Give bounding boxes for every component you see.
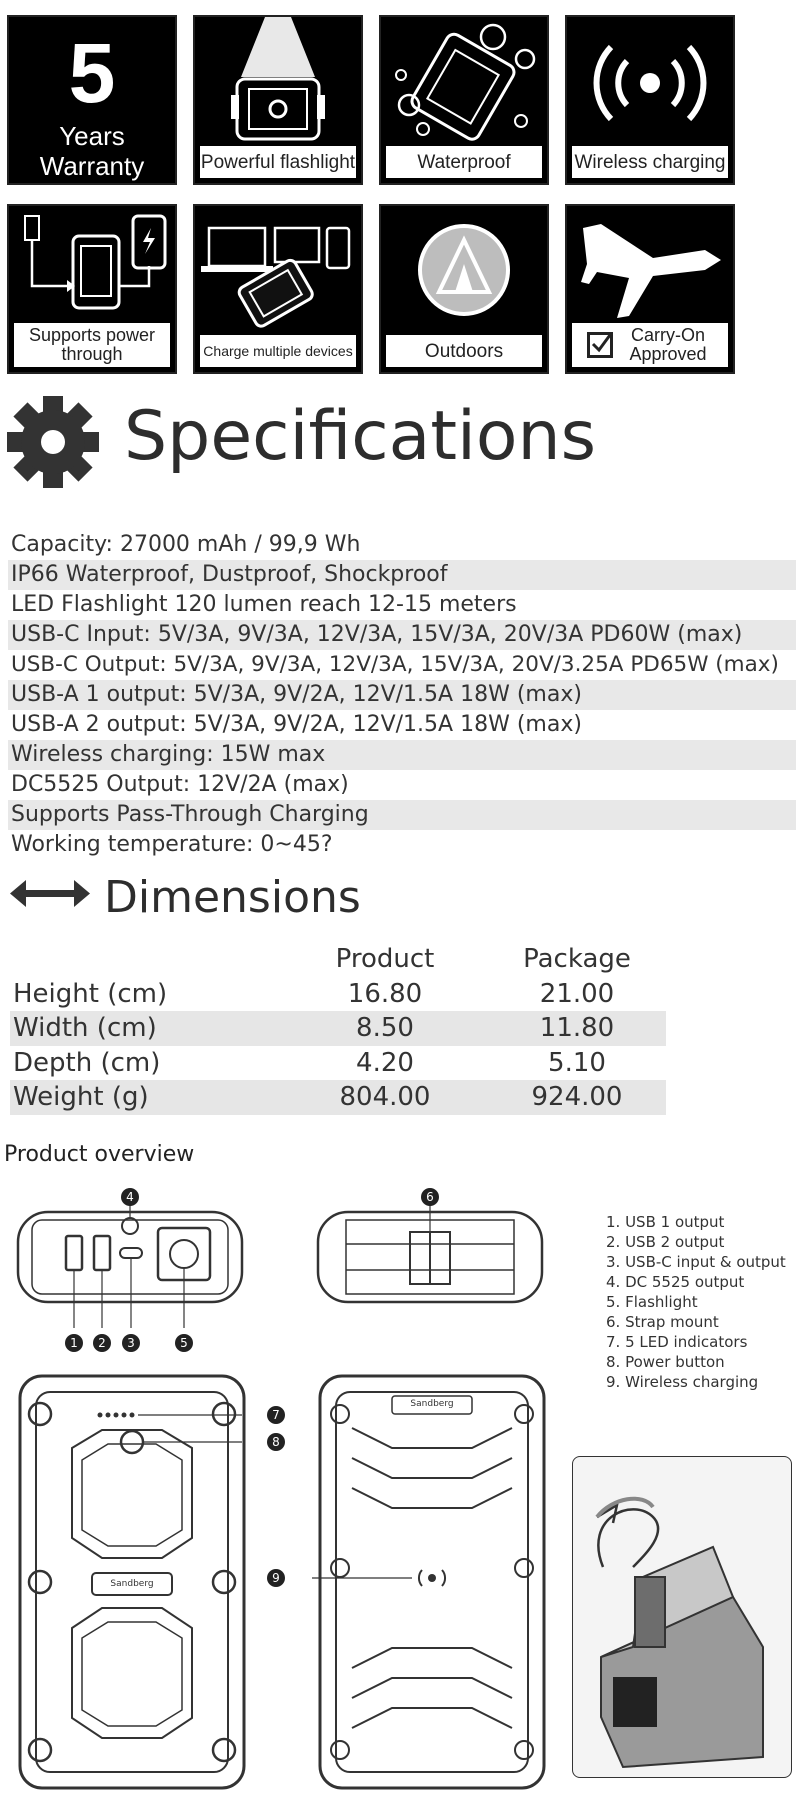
specifications-title: Specifications <box>124 397 597 476</box>
callout-5: 5 <box>175 1334 193 1352</box>
column-header-package: Package <box>523 944 631 974</box>
outdoors-label: Outdoors <box>386 335 542 367</box>
flashlight-tile <box>193 15 363 185</box>
table-row <box>10 1011 666 1046</box>
spec-item: USB-C Output: 5V/3A, 9V/3A, 12V/3A, 15V/3A, 20V/3.25A PD65W (max) <box>11 652 779 677</box>
legend-item: 8. Power button <box>606 1353 725 1371</box>
callout-6: 6 <box>421 1188 439 1206</box>
product-value: 804.00 <box>339 1082 431 1112</box>
dimensions-title: Dimensions <box>104 872 361 923</box>
spec-item: USB-C Input: 5V/3A, 9V/3A, 12V/3A, 15V/3A, 20V/3A PD60W (max) <box>8 620 796 650</box>
package-value: 5.10 <box>548 1047 606 1078</box>
double-arrow-icon <box>10 874 90 914</box>
passthrough-tile <box>7 204 177 374</box>
spec-item: IP66 Waterproof, Dustproof, Shockproof <box>8 560 796 590</box>
back-brand-label: Sandberg <box>410 1399 454 1409</box>
carry-on-text: Carry-On Approved <box>629 325 707 364</box>
callout-2: 2 <box>93 1334 111 1352</box>
callout-9: 9 <box>267 1569 285 1587</box>
warranty-years: Years <box>59 121 125 151</box>
wireless-tile <box>565 15 735 185</box>
strap-illustration <box>573 1457 791 1777</box>
callout-8: 8 <box>267 1433 285 1451</box>
warranty-number: 5 <box>68 26 116 120</box>
column-header-product: Product <box>335 944 435 974</box>
carry-on-tile <box>565 204 735 374</box>
package-value: 21.00 <box>539 978 615 1009</box>
dimensions-table <box>10 942 666 1115</box>
legend-item: 9. Wireless charging <box>606 1373 759 1391</box>
multiple-devices-label: Charge multiple devices <box>200 335 356 367</box>
legend-item: 3. USB-C input & output <box>606 1253 786 1271</box>
row-label: Weight (g) <box>13 1082 149 1112</box>
warranty-label: Warranty <box>39 151 145 181</box>
spec-item: USB-A 1 output: 5V/3A, 9V/2A, 12V/1.5A 18W (max) <box>8 680 796 710</box>
strap-illustration-frame <box>572 1456 792 1778</box>
side-view-strap-diagram <box>312 1186 548 1336</box>
carry-on-label <box>572 323 728 367</box>
legend-item: 7. 5 LED indicators <box>606 1333 748 1351</box>
passthrough-label: Supports power through <box>14 323 170 367</box>
table-row <box>10 1080 666 1115</box>
spec-item: Supports Pass-Through Charging <box>8 800 796 830</box>
legend-item: 5. Flashlight <box>606 1293 698 1311</box>
spec-item: Wireless charging: 15W max <box>8 740 796 770</box>
outdoors-tile <box>379 204 549 374</box>
package-value: 924.00 <box>531 1082 623 1112</box>
spec-item: USB-A 2 output: 5V/3A, 9V/2A, 12V/1.5A 18W (max) <box>11 712 582 737</box>
product-overview-title: Product overview <box>4 1142 195 1167</box>
dimensions-header <box>0 866 800 936</box>
waterproof-label: Waterproof <box>386 146 542 178</box>
row-label: Height (cm) <box>13 978 168 1009</box>
row-label: Width (cm) <box>13 1013 157 1043</box>
dimensions-header-row <box>10 942 666 977</box>
spec-item: LED Flashlight 120 lumen reach 12-15 meters <box>11 592 517 617</box>
front-brand-label: Sandberg <box>110 1579 154 1589</box>
callout-7: 7 <box>267 1406 285 1424</box>
side-view-ports-diagram <box>12 1186 248 1346</box>
callout-3: 3 <box>122 1334 140 1352</box>
spec-item: DC5525 Output: 12V/2A (max) <box>11 772 349 797</box>
callout-1: 1 <box>65 1334 83 1352</box>
warranty-tile <box>7 15 177 185</box>
gear-icon <box>5 394 101 490</box>
back-view-diagram <box>312 1368 552 1798</box>
product-value: 8.50 <box>356 1013 414 1043</box>
legend-item: 1. USB 1 output <box>606 1213 725 1231</box>
table-row <box>10 1046 666 1081</box>
spec-item: Capacity: 27000 mAh / 99,9 Wh <box>11 532 361 557</box>
product-value: 16.80 <box>347 978 423 1009</box>
flashlight-label: Powerful flashlight <box>200 146 356 178</box>
overview-legend <box>606 1212 786 1392</box>
legend-item: 4. DC 5525 output <box>606 1273 745 1291</box>
callout-4: 4 <box>121 1188 139 1206</box>
package-value: 11.80 <box>539 1013 615 1043</box>
specifications-list <box>8 530 796 860</box>
legend-item: 2. USB 2 output <box>606 1233 725 1251</box>
checkbox-icon <box>587 332 613 358</box>
waterproof-tile <box>379 15 549 185</box>
table-row <box>10 977 666 1012</box>
product-value: 4.20 <box>356 1047 414 1078</box>
wireless-label: Wireless charging <box>572 146 728 178</box>
multiple-devices-tile <box>193 204 363 374</box>
row-label: Depth (cm) <box>13 1047 161 1078</box>
spec-item: Working temperature: 0~45? <box>11 832 333 857</box>
specifications-header <box>0 392 800 492</box>
legend-item: 6. Strap mount <box>606 1313 719 1331</box>
